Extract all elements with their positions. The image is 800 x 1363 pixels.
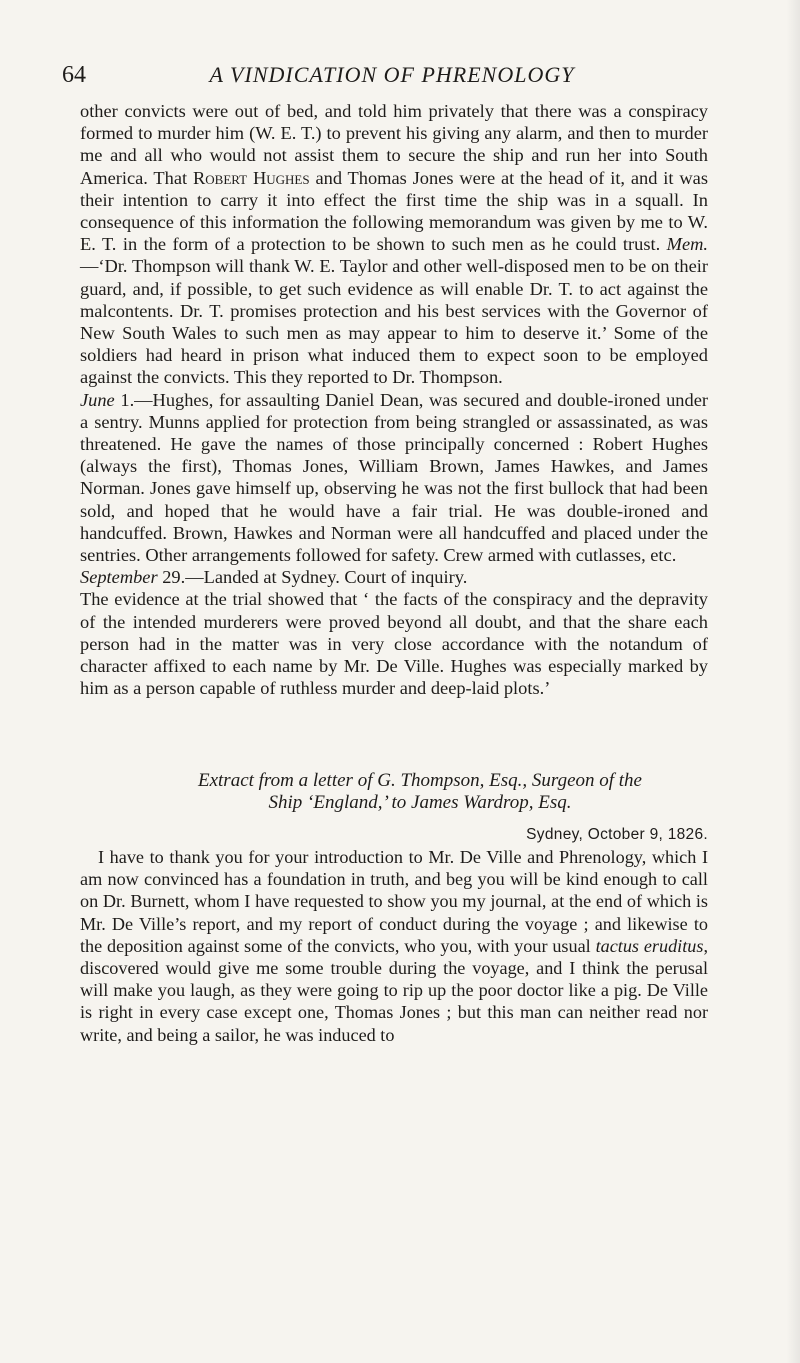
paragraph-conspiracy xyxy=(80,100,708,389)
text-run: , discovered would give me some trouble during the voyage, and I think the perusal will make you laugh, as they were going to rip up the poor doctor like a pig. De Ville is right in every case except one, Thomas Jones ; but this man can neither read nor write, and being a sailor, he was induced to xyxy=(80,935,708,1045)
memo-label: Mem. xyxy=(666,234,708,255)
letter-dateline: Sydney, October 9, 1826. xyxy=(526,826,708,843)
text-run: other convicts were out of bed, and told him privately that there was a conspiracy formed to murder him (W. E. T.) to prevent his giving any alarm, and then to murder me and all who would not assist them to secure the ship and run her into South America. That xyxy=(80,101,708,188)
name-small-caps: Robert Hughes xyxy=(193,167,310,188)
date-label: June xyxy=(80,389,115,410)
text-run: —‘Dr. Thompson will thank W. E. Taylor and other well-disposed men to be on their guard, and, if possible, to get such evidence as will enable Dr. T. to act against the malcontents. Dr. T. promises protection and his best services with the Governor of New South Wales to such men as may appear to him to deserve it.’ Some of the soldiers had heard in prison what induced them to expect soon to be employed against the convicts. This they reported to Dr. Thompson. xyxy=(80,256,708,388)
text-run: The evidence at the trial showed that ‘ the facts of the conspiracy and the depravity of the intended murderers were proved beyond all doubt, and that the share each person had in the matter was in very close accordance with the notandum of character affixed to each name by Mr. De Ville. Hughes was especially marked by him as a person capable of ruthless murder and deep-laid plots.’ xyxy=(80,589,708,699)
page-number: 64 xyxy=(62,62,86,88)
text-run: 29.—Landed at Sydney. Court of inquiry. xyxy=(157,567,468,588)
page-edge-shadow xyxy=(786,0,800,1363)
text-run: and Thomas Jones were at the head of it, and it was their intention to carry it into effect the first time the ship was in a squall. In consequence of this information the following memorandum was given by me to W. E. T. in the form of a protection to be shown to such men as he could trust. xyxy=(80,167,708,255)
letter-caption xyxy=(120,770,720,814)
caption-line: Ship ‘England,’ to James Wardrop, Esq. xyxy=(268,792,572,813)
running-title: A VINDICATION OF PHRENOLOGY xyxy=(209,62,575,87)
latin-phrase: tactus eruditus xyxy=(595,935,704,956)
paragraph-september xyxy=(80,566,708,588)
text-run: 1.—Hughes, for assaulting Daniel Dean, was secured and double-ironed under a sentry. Munns applied for protection from being strangled or assassinated, as was threatened. He gave the names of those principally concerned : Robert Hughes (always the first), Thomas Jones, William Brown, James Hawkes, and James Norman. Jones gave himself up, observing he was not the first bullock that had been sold, and hoped that he would have a fair trial. He was double-ironed and handcuffed. Brown, Hawkes and Norman were all handcuffed and placed under the sentries. Other arrangements followed for safety. Crew armed with cutlasses, etc. xyxy=(80,389,708,566)
letter-body xyxy=(80,846,708,1046)
text-run: I have to thank you for your introduction to Mr. De Ville and Phrenology, which I am now convinced has a foundation in truth, and beg you will be kind enough to call on Dr. Burnett, whom I have requested to show you my journal, at the end of which is Mr. De Ville’s report, and my report of conduct during the voyage ; and likewise to the deposition against some of the convicts, who you, with your usual xyxy=(80,847,708,956)
letter-paragraph xyxy=(80,846,708,1046)
paragraph-june xyxy=(80,389,708,567)
caption-line: Extract from a letter of G. Thompson, Esq., Surgeon of the xyxy=(197,770,642,791)
paragraph-evidence xyxy=(80,588,708,699)
page-header xyxy=(62,62,722,92)
main-text xyxy=(80,100,708,699)
date-label: September xyxy=(80,567,158,588)
